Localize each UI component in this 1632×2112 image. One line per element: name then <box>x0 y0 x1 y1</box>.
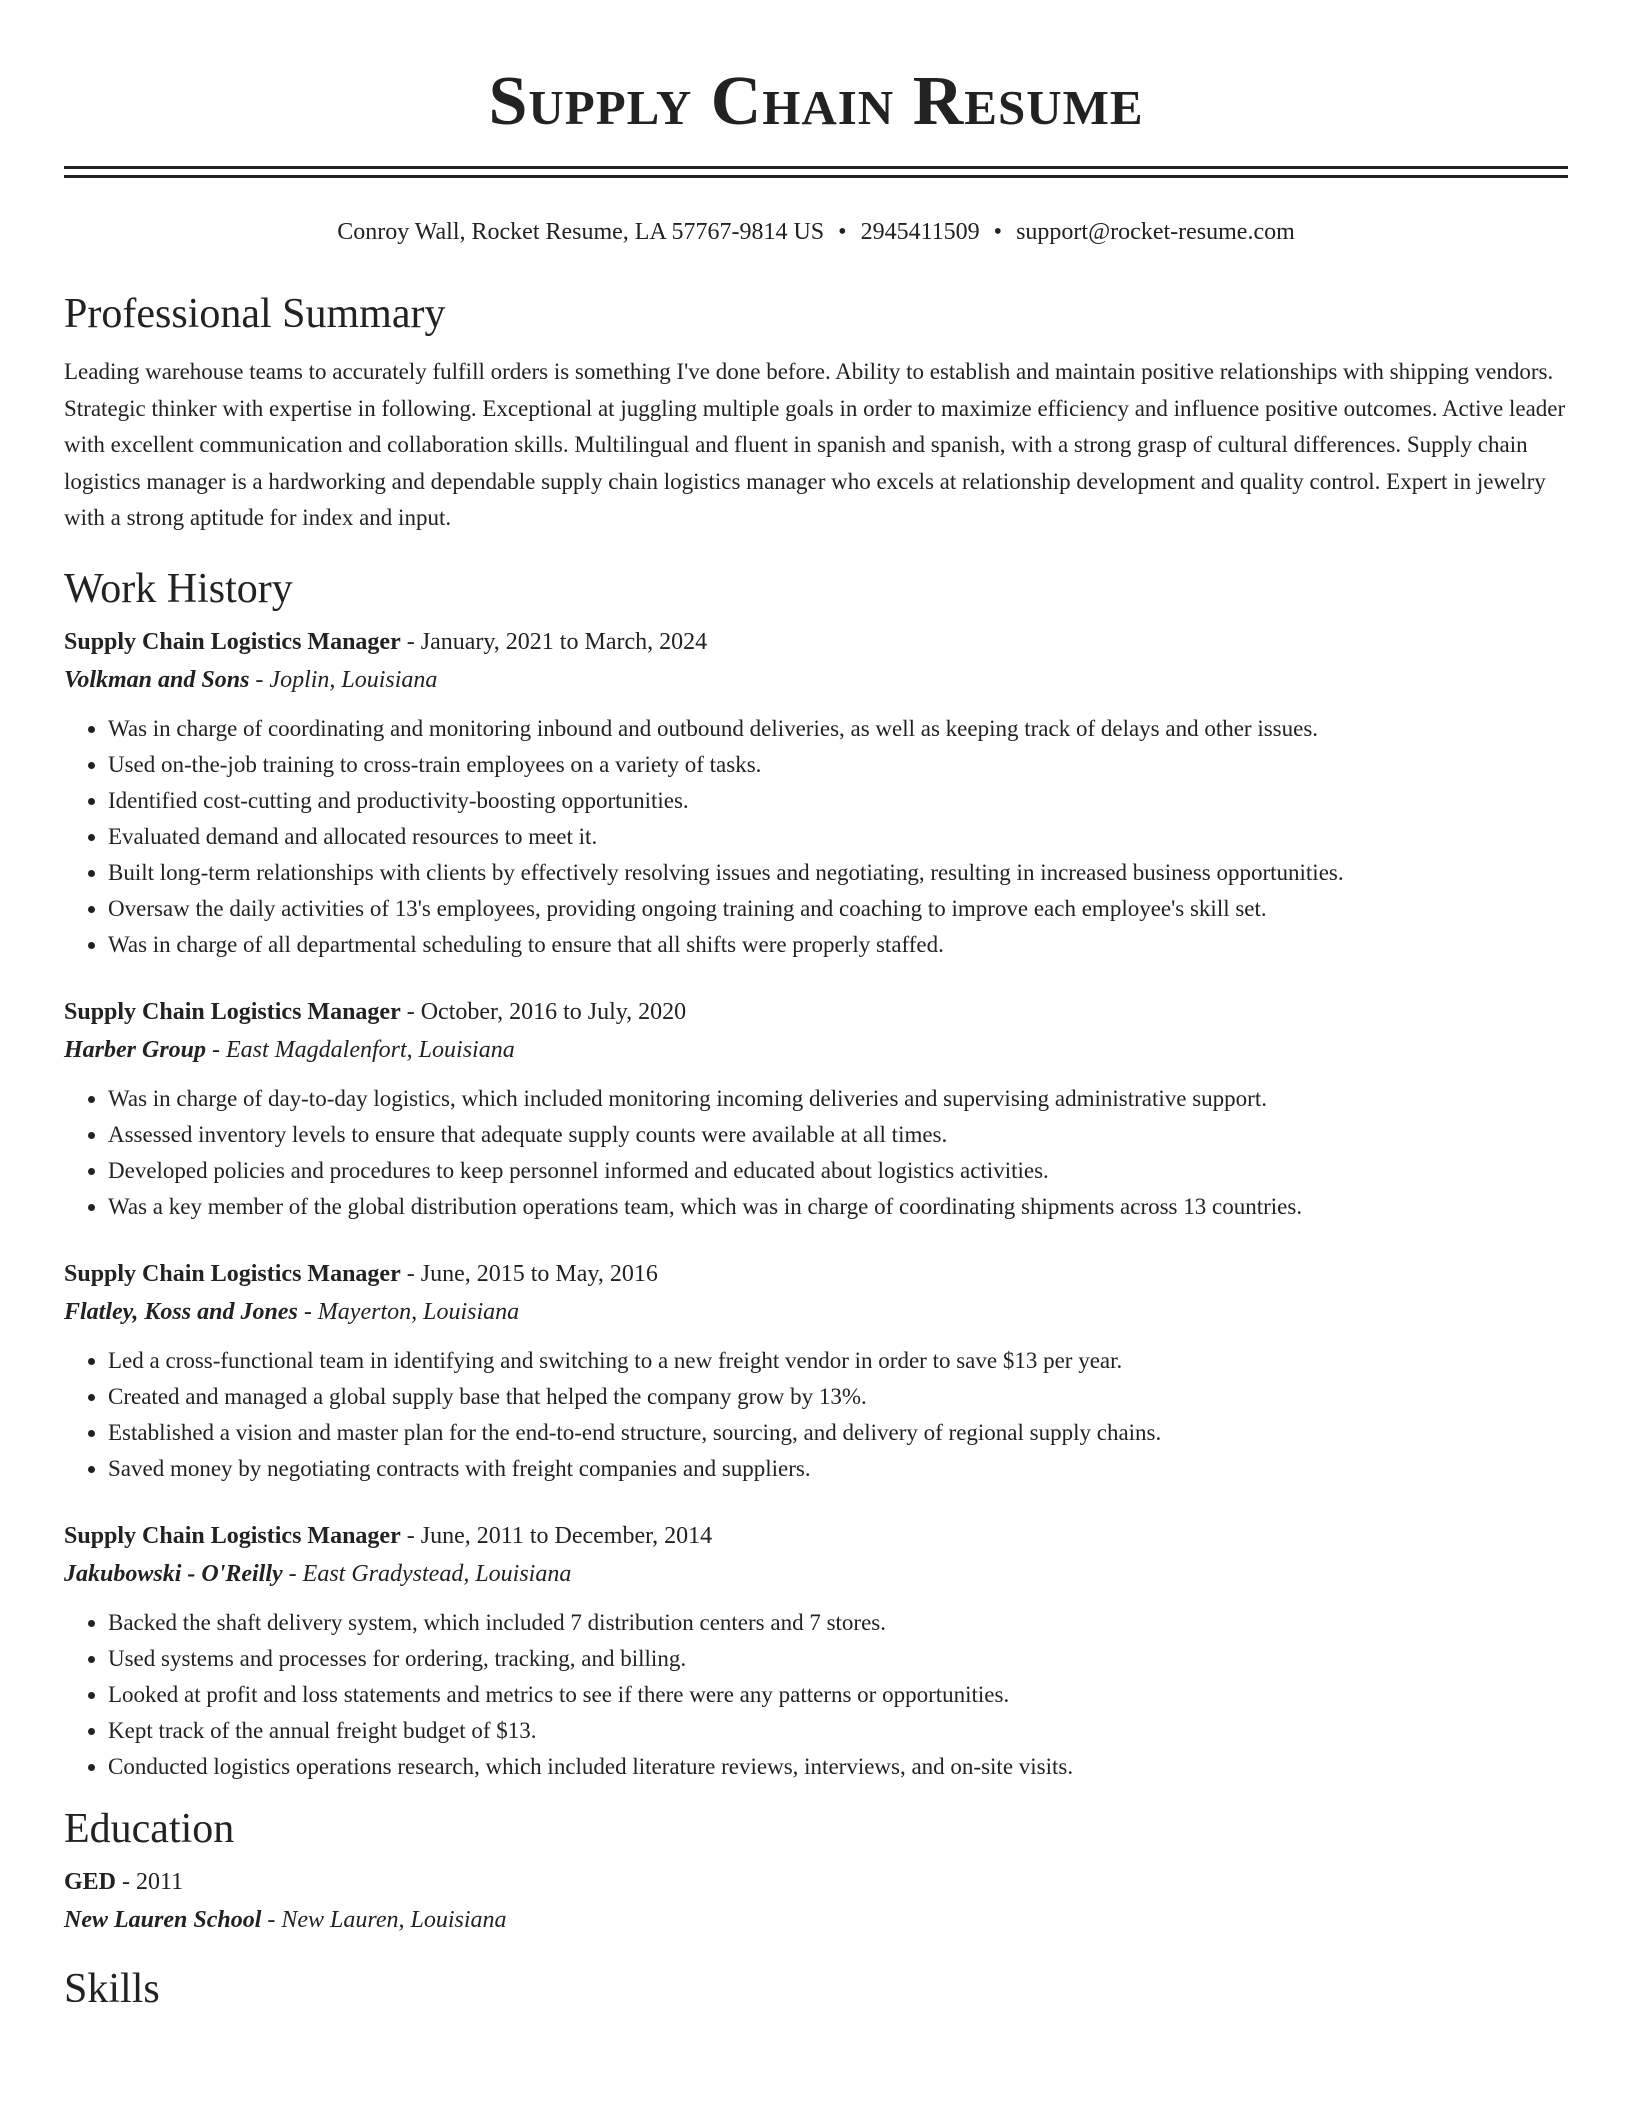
job-entry <box>64 993 1568 1225</box>
education-degree-line <box>64 1863 1568 1901</box>
job-entry <box>64 623 1568 963</box>
contact-address: Conroy Wall, Rocket Resume, LA 57767-9814 US <box>337 219 825 245</box>
job-dates: - January, 2021 to March, 2024 <box>400 628 708 655</box>
job-title-line <box>64 1517 1568 1555</box>
skills-heading: Skills <box>64 1965 160 2012</box>
education-degree: GED <box>64 1868 117 1895</box>
contact-email: support@rocket-resume.com <box>1016 219 1295 245</box>
title-divider-top <box>64 166 1568 169</box>
job-dates: - June, 2015 to May, 2016 <box>400 1260 658 1287</box>
list-item: • Evaluated demand and allocated resources to meet it. <box>108 819 1568 855</box>
job-company-line <box>64 1031 1568 1069</box>
list-item: • Used on-the-job training to cross-train employees on a variety of tasks. <box>108 747 1568 783</box>
list-item: • Built long-term relationships with clients by effectively resolving issues and negotiating, resulting in increased business opportunities. <box>108 855 1568 891</box>
summary-text: Leading warehouse teams to accurately fulfill orders is something I've done before. Ability to establish and maintain positive relationships with shipping vendors. Strategic thinker with expertise in following. Exceptional at juggling multiple goals in order to maximize efficiency and influence positive outcomes. Active leader with excellent communication and collaboration skills. Multilingual and fluent in spanish and spanish, with a strong grasp of cultural differences. Supply chain logistics manager is a hardworking and dependable supply chain logistics manager who excels at relationship development and quality control. Expert in jewelry with a strong aptitude for index and input. <box>64 359 1566 530</box>
job-bullets <box>64 1605 1568 1785</box>
job-title-line <box>64 993 1568 1031</box>
job-company-line <box>64 1555 1568 1593</box>
job-location: - East Gradystead, Louisiana <box>282 1560 572 1587</box>
education-heading: Education <box>64 1805 235 1852</box>
list-item: • Oversaw the daily activities of 13's employees, providing ongoing training and coaching to improve each employee's skill set. <box>108 891 1568 927</box>
list-item: • Kept track of the annual freight budget of $13. <box>108 1713 1568 1749</box>
job-role: Supply Chain Logistics Manager <box>64 998 401 1025</box>
education-entry <box>64 1863 1568 1939</box>
list-item: • Conducted logistics operations research, which included literature reviews, interviews, and on-site visits. <box>108 1749 1568 1785</box>
list-item: • Led a cross-functional team in identifying and switching to a new freight vendor in order to save $13 per year. <box>108 1343 1568 1379</box>
job-entry <box>64 1517 1568 1785</box>
list-item: • Was in charge of day-to-day logistics, which included monitoring incoming deliveries and supervising administrative support. <box>108 1081 1568 1117</box>
title-divider-bottom <box>64 175 1568 178</box>
job-company-line <box>64 1293 1568 1331</box>
work-history-heading: Work History <box>64 565 293 612</box>
job-role: Supply Chain Logistics Manager <box>64 1522 401 1549</box>
job-role: Supply Chain Logistics Manager <box>64 1260 401 1287</box>
job-dates: - June, 2011 to December, 2014 <box>400 1522 713 1549</box>
list-item: • Used systems and processes for ordering, tracking, and billing. <box>108 1641 1568 1677</box>
list-item: • Looked at profit and loss statements and metrics to see if there were any patterns or opportunities. <box>108 1677 1568 1713</box>
job-bullets <box>64 1081 1568 1225</box>
list-item: • Identified cost-cutting and productivity-boosting opportunities. <box>108 783 1568 819</box>
list-item: • Developed policies and procedures to keep personnel informed and educated about logistics activities. <box>108 1153 1568 1189</box>
education-school-line <box>64 1901 1568 1939</box>
resume-title: Supply Chain Resume <box>488 63 1144 140</box>
contact-phone: 2945411509 <box>860 219 980 245</box>
job-title-line <box>64 1255 1568 1293</box>
job-bullets <box>64 711 1568 963</box>
contact-line <box>64 216 1568 248</box>
job-location: - Joplin, Louisiana <box>249 666 438 693</box>
job-company: Volkman and Sons <box>64 666 250 693</box>
list-item: • Assessed inventory levels to ensure that adequate supply counts were available at all times. <box>108 1117 1568 1153</box>
job-title-line <box>64 623 1568 661</box>
education-year: - 2011 <box>116 1868 184 1895</box>
job-dates: - October, 2016 to July, 2020 <box>400 998 687 1025</box>
list-item: • Was in charge of coordinating and monitoring inbound and outbound deliveries, as well as keeping track of delays and other issues. <box>108 711 1568 747</box>
job-company: Flatley, Koss and Jones <box>64 1298 298 1325</box>
job-bullets <box>64 1343 1568 1487</box>
contact-separator: • <box>993 219 1003 245</box>
job-location: - East Magdalenfort, Louisiana <box>206 1036 515 1063</box>
list-item: • Backed the shaft delivery system, which included 7 distribution centers and 7 stores. <box>108 1605 1568 1641</box>
job-location: - Mayerton, Louisiana <box>297 1298 520 1325</box>
education-location: - New Lauren, Louisiana <box>261 1906 507 1933</box>
job-entry <box>64 1255 1568 1487</box>
contact-separator: • <box>838 219 847 245</box>
job-company: Jakubowski - O'Reilly <box>64 1560 283 1587</box>
job-company: Harber Group <box>64 1036 207 1063</box>
list-item: • Established a vision and master plan for the end-to-end structure, sourcing, and delivery of regional supply chains. <box>108 1415 1568 1451</box>
list-item: • Was in charge of all departmental scheduling to ensure that all shifts were properly staffed. <box>108 927 1568 963</box>
resume-page <box>64 0 1568 2015</box>
list-item: • Created and managed a global supply base that helped the company grow by 13%. <box>108 1379 1568 1415</box>
job-role: Supply Chain Logistics Manager <box>64 628 401 655</box>
education-school: New Lauren School <box>64 1906 262 1933</box>
list-item: • Was a key member of the global distribution operations team, which was in charge of coordinating shipments across 13 countries. <box>108 1189 1568 1225</box>
summary-heading: Professional Summary <box>64 291 446 337</box>
job-company-line <box>64 661 1568 699</box>
list-item: • Saved money by negotiating contracts with freight companies and suppliers. <box>108 1451 1568 1487</box>
